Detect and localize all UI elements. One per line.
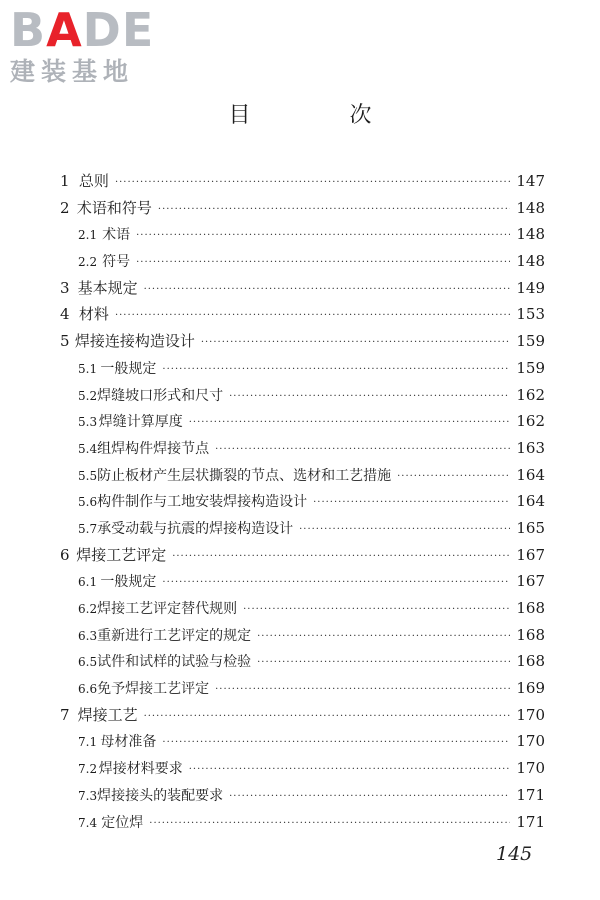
- toc-entry[interactable]: [60, 702, 545, 729]
- toc-dot-leader: [189, 410, 511, 437]
- toc-entry[interactable]: [60, 168, 545, 195]
- toc-entry[interactable]: [60, 195, 545, 222]
- toc-dot-leader: [149, 811, 510, 838]
- toc-dot-leader: [201, 330, 511, 357]
- toc-entry-label: 试件和试样的试验与检验: [97, 654, 252, 671]
- toc-entry-label: 承受动载与抗震的焊接构造设计: [97, 520, 294, 537]
- toc-entry-label: 术语: [102, 227, 131, 244]
- toc-dot-leader: [136, 223, 510, 250]
- toc-entry-page: 167: [516, 545, 545, 564]
- toc-entry-page: 165: [516, 518, 545, 537]
- toc-entry-page: 159: [516, 332, 545, 351]
- toc-entry[interactable]: [60, 408, 545, 435]
- toc-entry-label: 术语和符号: [76, 198, 152, 217]
- toc-entry-label: 焊缝计算厚度: [98, 414, 183, 431]
- toc-entry-page: 170: [516, 759, 545, 778]
- toc-entry-number: 6.1: [78, 575, 98, 590]
- toc-dot-leader: [136, 250, 510, 277]
- toc-entry-number: 6: [60, 545, 70, 564]
- toc-dot-leader: [215, 677, 510, 704]
- toc-entry-label: 构件制作与工地安装焊接构造设计: [97, 494, 308, 511]
- toc-dot-leader: [299, 517, 510, 544]
- toc-entry-label: 焊接工艺评定: [76, 545, 167, 564]
- toc-entry-label: 焊接工艺: [77, 705, 138, 724]
- toc-entry[interactable]: [60, 328, 545, 355]
- toc-entry-number: 5.2: [78, 388, 98, 403]
- toc-entry[interactable]: [60, 728, 545, 755]
- toc-entry[interactable]: [60, 648, 545, 675]
- toc-entry-page: 170: [516, 705, 545, 724]
- toc-entry[interactable]: [60, 568, 545, 595]
- toc-entry-page: 148: [516, 198, 545, 217]
- toc-dot-leader: [257, 650, 510, 677]
- toc-dot-leader: [162, 357, 510, 384]
- toc-entry-label: 符号: [102, 254, 131, 271]
- toc-entry-number: 5.3: [78, 415, 98, 430]
- toc-dot-leader: [162, 730, 510, 757]
- toc-dot-leader: [257, 624, 510, 651]
- toc-entry-page: 148: [516, 252, 545, 271]
- toc-entry-label: 材料: [78, 305, 109, 324]
- toc-entry-number: 2.2: [78, 255, 98, 270]
- toc-entry-page: 168: [516, 599, 545, 617]
- toc-dot-leader: [189, 757, 511, 784]
- toc-entry-number: 5.7: [78, 521, 98, 536]
- toc-entry-label: 定位焊: [101, 814, 144, 831]
- toc-entry[interactable]: [60, 275, 545, 302]
- toc-dot-leader: [243, 597, 510, 624]
- toc-entry-label: 免予焊接工艺评定: [97, 681, 210, 698]
- toc-entry-number: 7.3: [78, 788, 98, 803]
- toc-dot-leader: [115, 303, 510, 330]
- toc-entry-page: 149: [516, 278, 545, 297]
- toc-entry-label: 防止板材产生层状撕裂的节点、选材和工艺措施: [97, 467, 392, 484]
- toc-entry-page: 169: [516, 679, 545, 698]
- toc-entry-number: 2: [60, 198, 70, 217]
- page-number: 145: [496, 843, 533, 865]
- toc-entry-label: 重新进行工艺评定的规定: [97, 627, 252, 644]
- toc-entry-number: 7: [60, 705, 70, 724]
- toc-entry-label: 一般规定: [100, 360, 157, 377]
- toc-dot-leader: [158, 197, 510, 224]
- toc-entry-label: 焊接连接构造设计: [74, 332, 195, 351]
- toc-entry[interactable]: [60, 809, 545, 836]
- toc-entry-number: 5.1: [78, 361, 98, 376]
- logo-subtitle: 建装基地: [10, 57, 135, 86]
- toc-entry-number: 5.5: [78, 468, 98, 483]
- toc-entry-page: 162: [516, 412, 545, 431]
- toc-entry[interactable]: [60, 515, 545, 542]
- toc-entry-number: 3: [60, 278, 70, 297]
- toc-entry-label: 焊接工艺评定替代规则: [97, 601, 238, 617]
- toc-dot-leader: [215, 437, 510, 464]
- toc-entry-number: 5: [60, 332, 70, 351]
- toc-entry-page: 147: [516, 172, 545, 190]
- toc-entry-page: 164: [516, 465, 545, 484]
- toc-entry-page: 162: [516, 385, 545, 404]
- toc-entry[interactable]: [60, 542, 545, 569]
- toc-entry-page: 164: [516, 492, 545, 511]
- toc-dot-leader: [115, 170, 510, 197]
- toc-entry-page: 170: [516, 732, 545, 751]
- page-title: 目 次: [228, 103, 418, 128]
- logo-accent-letter: A: [46, 3, 83, 57]
- toc-entry-label: 一般规定: [100, 574, 157, 591]
- toc-entry[interactable]: [60, 382, 545, 409]
- toc-dot-leader: [172, 544, 510, 571]
- toc-entry-page: 171: [516, 812, 545, 831]
- toc-entry-page: 168: [516, 652, 545, 671]
- toc-entry-number: 6.5: [78, 655, 98, 670]
- toc-entry[interactable]: [60, 301, 545, 328]
- toc-entry-number: 7.2: [78, 762, 98, 777]
- toc-entry[interactable]: [60, 782, 545, 809]
- toc-dot-leader: [397, 464, 510, 491]
- toc-entry[interactable]: [60, 221, 545, 248]
- toc-entry-label: 总则: [78, 172, 109, 190]
- toc-entry-number: 5.4: [78, 441, 98, 456]
- toc-entry-number: 6.6: [78, 682, 98, 697]
- toc-dot-leader: [229, 384, 510, 411]
- toc-entry-page: 171: [516, 785, 545, 804]
- toc-entry[interactable]: [60, 488, 545, 515]
- toc-entry-number: 7.1: [78, 735, 98, 750]
- toc-entry-page: 163: [516, 438, 545, 457]
- toc-entry-number: 6.3: [78, 628, 98, 643]
- brand-logo: [10, 4, 180, 92]
- toc-entry[interactable]: [60, 435, 545, 462]
- toc-entry-label: 焊接材料要求: [98, 761, 183, 778]
- toc-entry[interactable]: [60, 462, 545, 489]
- toc-entry[interactable]: [60, 595, 545, 622]
- toc-entry-label: 焊缝坡口形式和尺寸: [97, 387, 224, 404]
- toc-entry-page: 167: [516, 572, 545, 591]
- toc-entry-page: 159: [516, 358, 545, 377]
- toc-entry-label: 母材准备: [100, 734, 157, 751]
- toc-entry-page: 168: [516, 625, 545, 644]
- toc-dot-leader: [229, 784, 510, 811]
- toc-entry-number: 7.4: [78, 815, 98, 830]
- toc-entry[interactable]: [60, 248, 545, 275]
- toc-entry[interactable]: [60, 622, 545, 649]
- logo-wordmark: BADE: [10, 3, 155, 57]
- toc-entry-label: 组焊构件焊接节点: [97, 440, 210, 457]
- toc-entry-number: 2.1: [78, 228, 98, 243]
- toc-entry-page: 148: [516, 225, 545, 244]
- toc-dot-leader: [162, 570, 510, 597]
- toc-entry-number: 4: [60, 305, 70, 324]
- toc-entry-number: 6.2: [78, 602, 98, 616]
- toc-entry-label: 焊接接头的装配要求: [97, 787, 224, 804]
- toc-entry-number: 1: [60, 172, 70, 190]
- toc-entry-number: 5.6: [78, 495, 98, 510]
- toc-dot-leader: [144, 277, 511, 304]
- table-of-contents: [60, 168, 545, 835]
- toc-dot-leader: [144, 704, 511, 731]
- toc-entry[interactable]: [60, 355, 545, 382]
- toc-dot-leader: [313, 490, 510, 517]
- toc-entry[interactable]: [60, 755, 545, 782]
- toc-entry[interactable]: [60, 675, 545, 702]
- toc-entry-label: 基本规定: [77, 278, 138, 297]
- toc-entry-page: 153: [516, 305, 545, 324]
